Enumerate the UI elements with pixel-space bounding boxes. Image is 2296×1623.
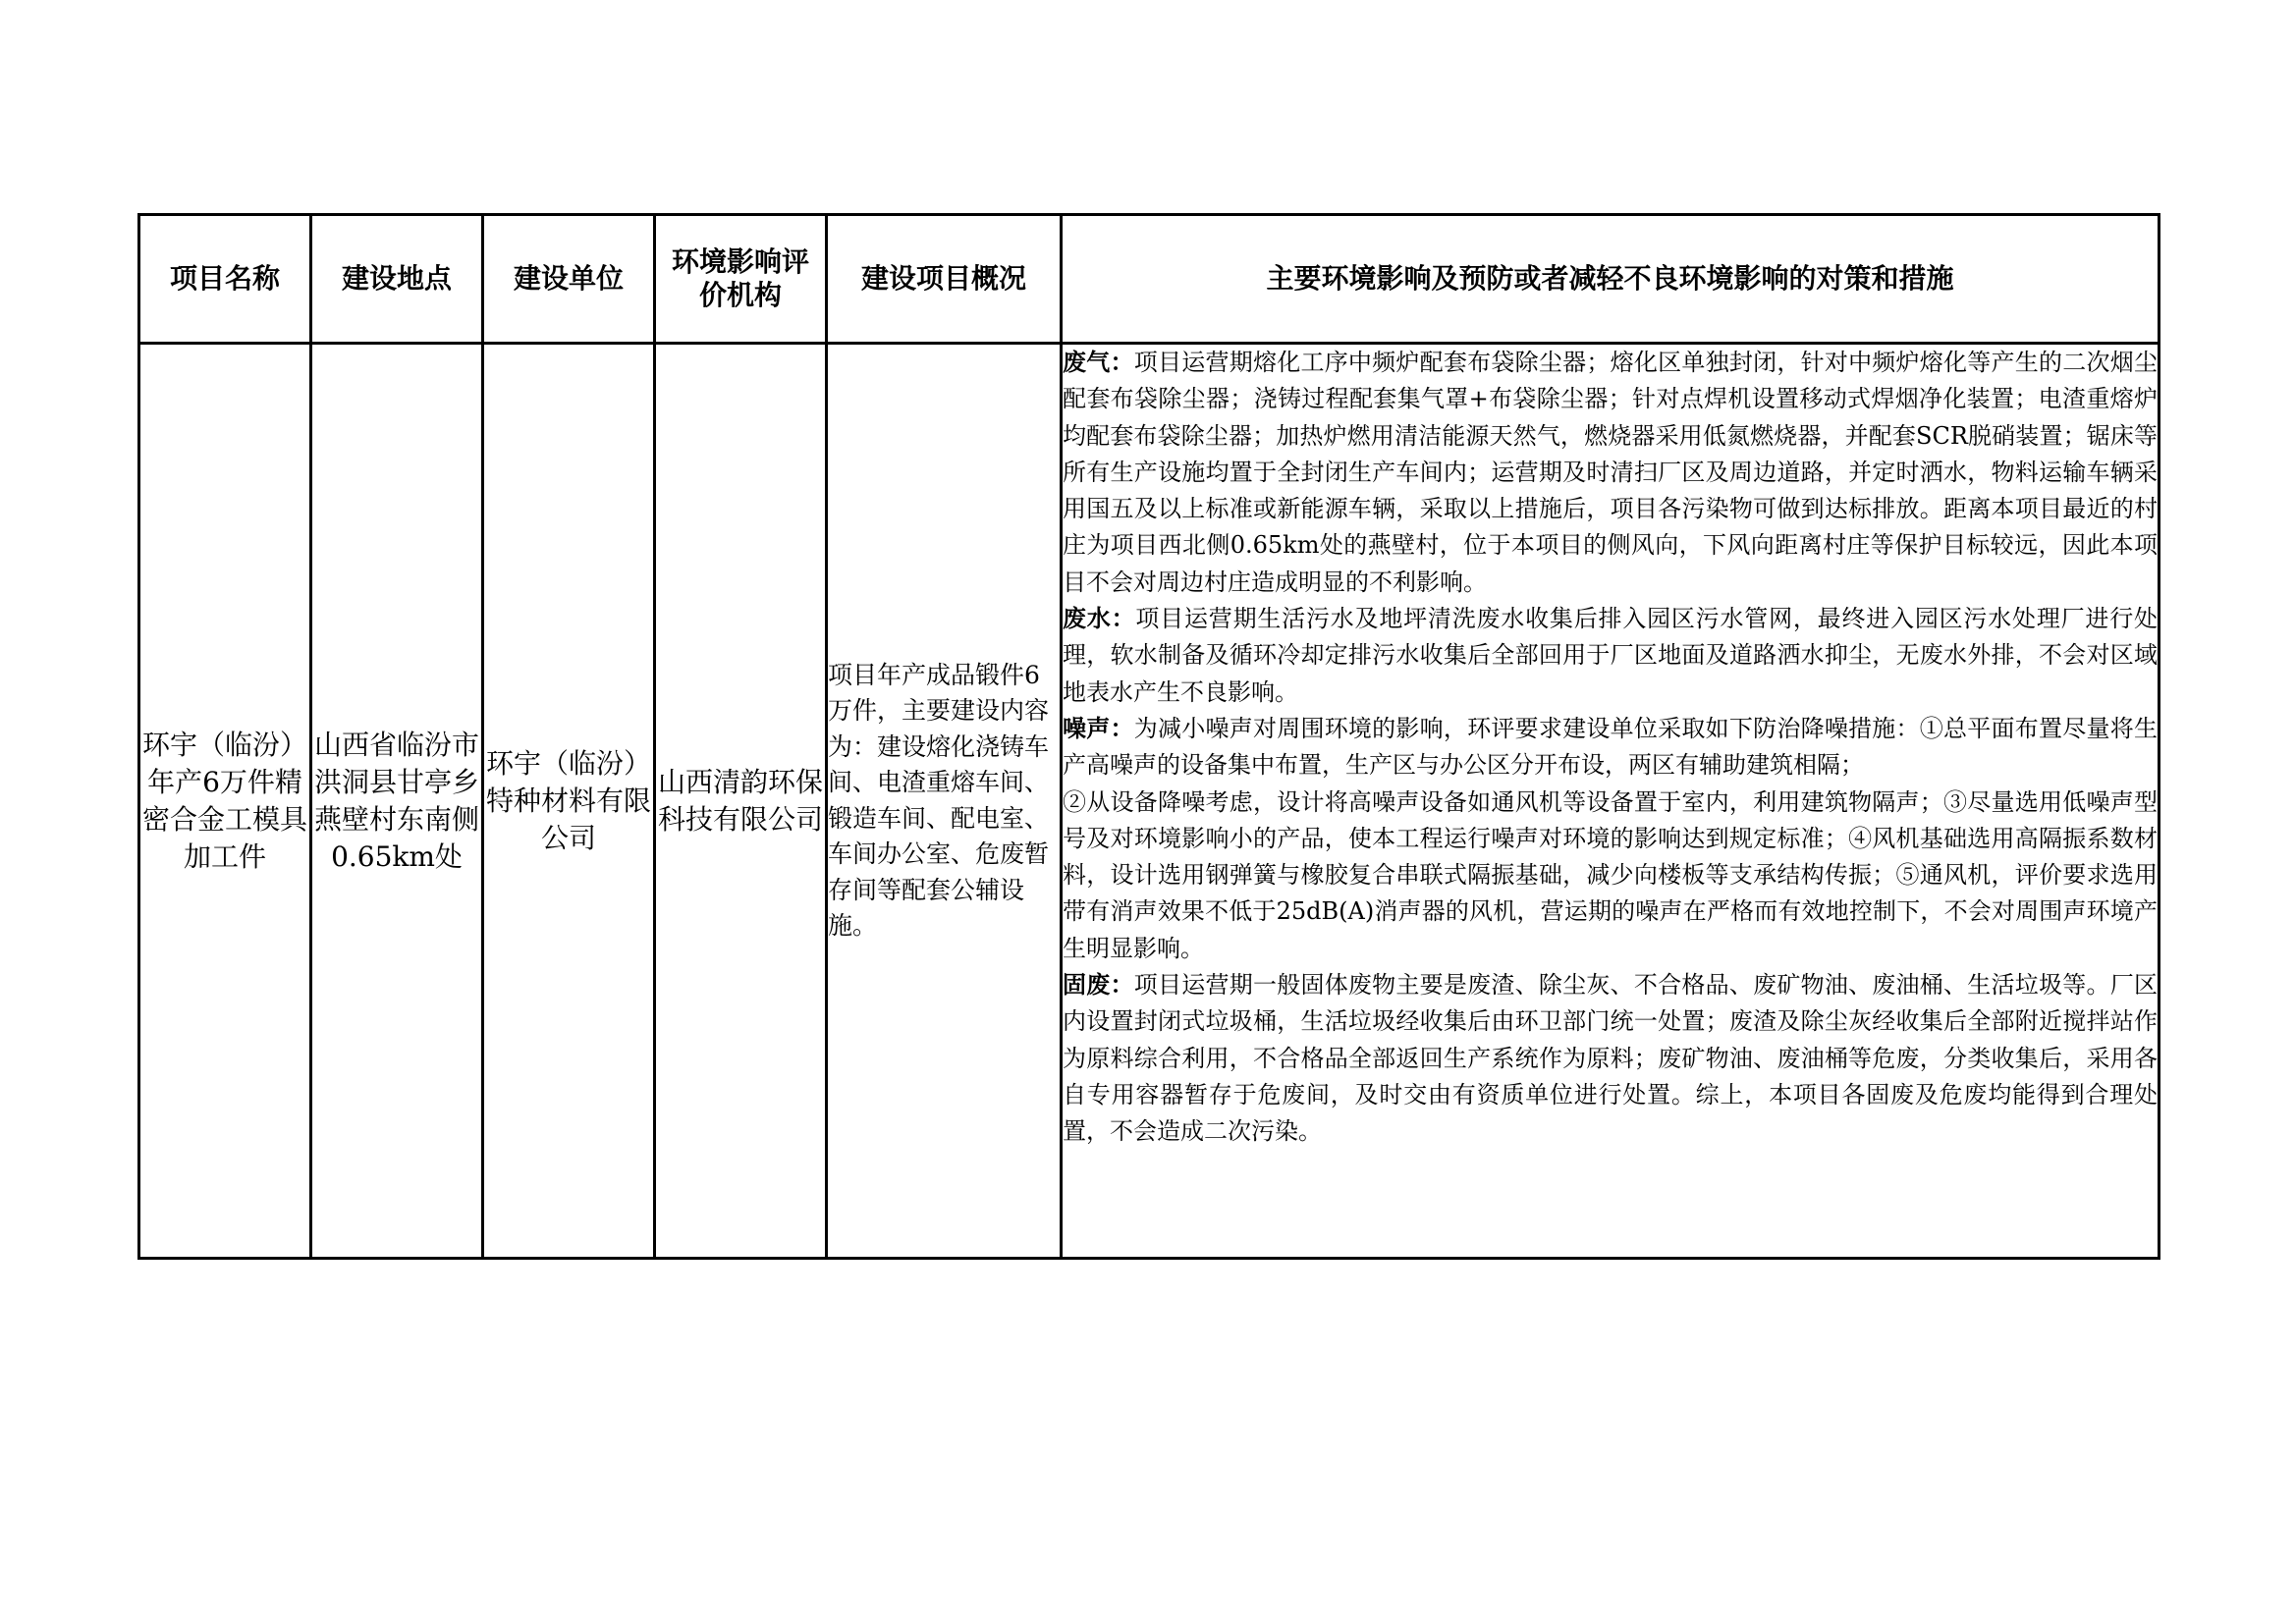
header-project-name: 项目名称 bbox=[139, 215, 311, 344]
table-row bbox=[139, 344, 2159, 1259]
header-eia-agency: 环境影响评价机构 bbox=[655, 215, 827, 344]
measure-noise-continued: ②从设备降噪考虑，设计将高噪声设备如通风机等设备置于室内，利用建筑物隔声；③尽量选用低噪声型号及对环境影响小的产品，使本工程运行噪声对环境的影响达到规定标准；④风机基础选用高隔振系数材料，设计选用钢弹簧与橡胶复合串联式隔振基础，减少向楼板等支承结构传振；⑤通风机，评价要求选用带有消声效果不低于25dB(A)消声器的风机，营运期的噪声在严格而有效地控制下，不会对周围声环境产生明显影响。 bbox=[1063, 787, 2158, 962]
header-location: 建设地点 bbox=[311, 215, 483, 344]
cell-project-name: 环宇（临汾）年产6万件精密合金工模具加工件 bbox=[139, 344, 311, 1259]
measure-solid bbox=[1063, 967, 2158, 1150]
cell-construction-unit: 环宇（临汾）特种材料有限公司 bbox=[483, 344, 655, 1259]
header-row bbox=[139, 215, 2159, 344]
measure-noise-text: 为减小噪声对周围环境的影响，环评要求建设单位采取如下防治降噪措施：①总平面布置尽量将生产高噪声的设备集中布置，生产区与办公区分开布设，两区有辅助建筑相隔； bbox=[1063, 714, 2158, 780]
measure-gas bbox=[1063, 345, 2158, 601]
measure-water-label: 废水： bbox=[1063, 605, 1136, 633]
header-construction-unit: 建设单位 bbox=[483, 215, 655, 344]
cell-overview: 项目年产成品锻件6万件，主要建设内容为：建设熔化浇铸车间、电渣重熔车间、锻造车间、配电室、车间办公室、危废暂存间等配套公辅设施。 bbox=[827, 344, 1062, 1259]
measure-noise bbox=[1063, 711, 2158, 784]
header-measures: 主要环境影响及预防或者减轻不良环境影响的对策和措施 bbox=[1062, 215, 2159, 344]
measure-gas-label: 废气： bbox=[1063, 349, 1134, 376]
cell-location: 山西省临汾市洪洞县甘亭乡燕壁村东南侧0.65km处 bbox=[311, 344, 483, 1259]
cell-eia-agency: 山西清韵环保科技有限公司 bbox=[655, 344, 827, 1259]
measure-noise-label: 噪声： bbox=[1063, 714, 1134, 742]
cell-measures bbox=[1062, 344, 2159, 1259]
project-table bbox=[137, 213, 2160, 1260]
measure-solid-label: 固废： bbox=[1063, 971, 1134, 1000]
measure-solid-text: 项目运营期一般固体废物主要是废渣、除尘灰、不合格品、废矿物油、废油桶、生活垃圾等。厂区内设置封闭式垃圾桶，生活垃圾经收集后由环卫部门统一处置；废渣及除尘灰经收集后全部附近搅拌站作为原料综合利用，不合格品全部返回生产系统作为原料；废矿物油、废油桶等危废，分类收集后，采用各自专用容器暂存于危废间，及时交由有资质单位进行处置。综上，本项目各固废及危废均能得到合理处置，不会造成二次污染。 bbox=[1063, 971, 2158, 1146]
measure-water-text: 项目运营期生活污水及地坪清洗废水收集后排入园区污水管网，最终进入园区污水处理厂进行处理，软水制备及循环冷却定排污水收集后全部回用于厂区地面及道路洒水抑尘，无废水外排，不会对区域地表水产生不良影响。 bbox=[1063, 605, 2159, 706]
measure-water bbox=[1063, 601, 2158, 711]
header-overview: 建设项目概况 bbox=[827, 215, 1062, 344]
measure-gas-text: 项目运营期熔化工序中频炉配套布袋除尘器；熔化区单独封闭，针对中频炉熔化等产生的二次烟尘配套布袋除尘器；浇铸过程配套集气罩+布袋除尘器；针对点焊机设置移动式焊烟净化装置；电渣重熔炉均配套布袋除尘器；加热炉燃用清洁能源天然气，燃烧器采用低氮燃烧器，并配套SCR脱硝装置；锯床等所有生产设施均置于全封闭生产车间内；运营期及时清扫厂区及周边道路，并定时洒水，物料运输车辆采用国五及以上标准或新能源车辆，采取以上措施后，项目各污染物可做到达标排放。距离本项目最近的村庄为项目西北侧0.65km处的燕壁村，位于本项目的侧风向，下风向距离村庄等保护目标较远，因此本项目不会对周边村庄造成明显的不利影响。 bbox=[1063, 349, 2158, 596]
